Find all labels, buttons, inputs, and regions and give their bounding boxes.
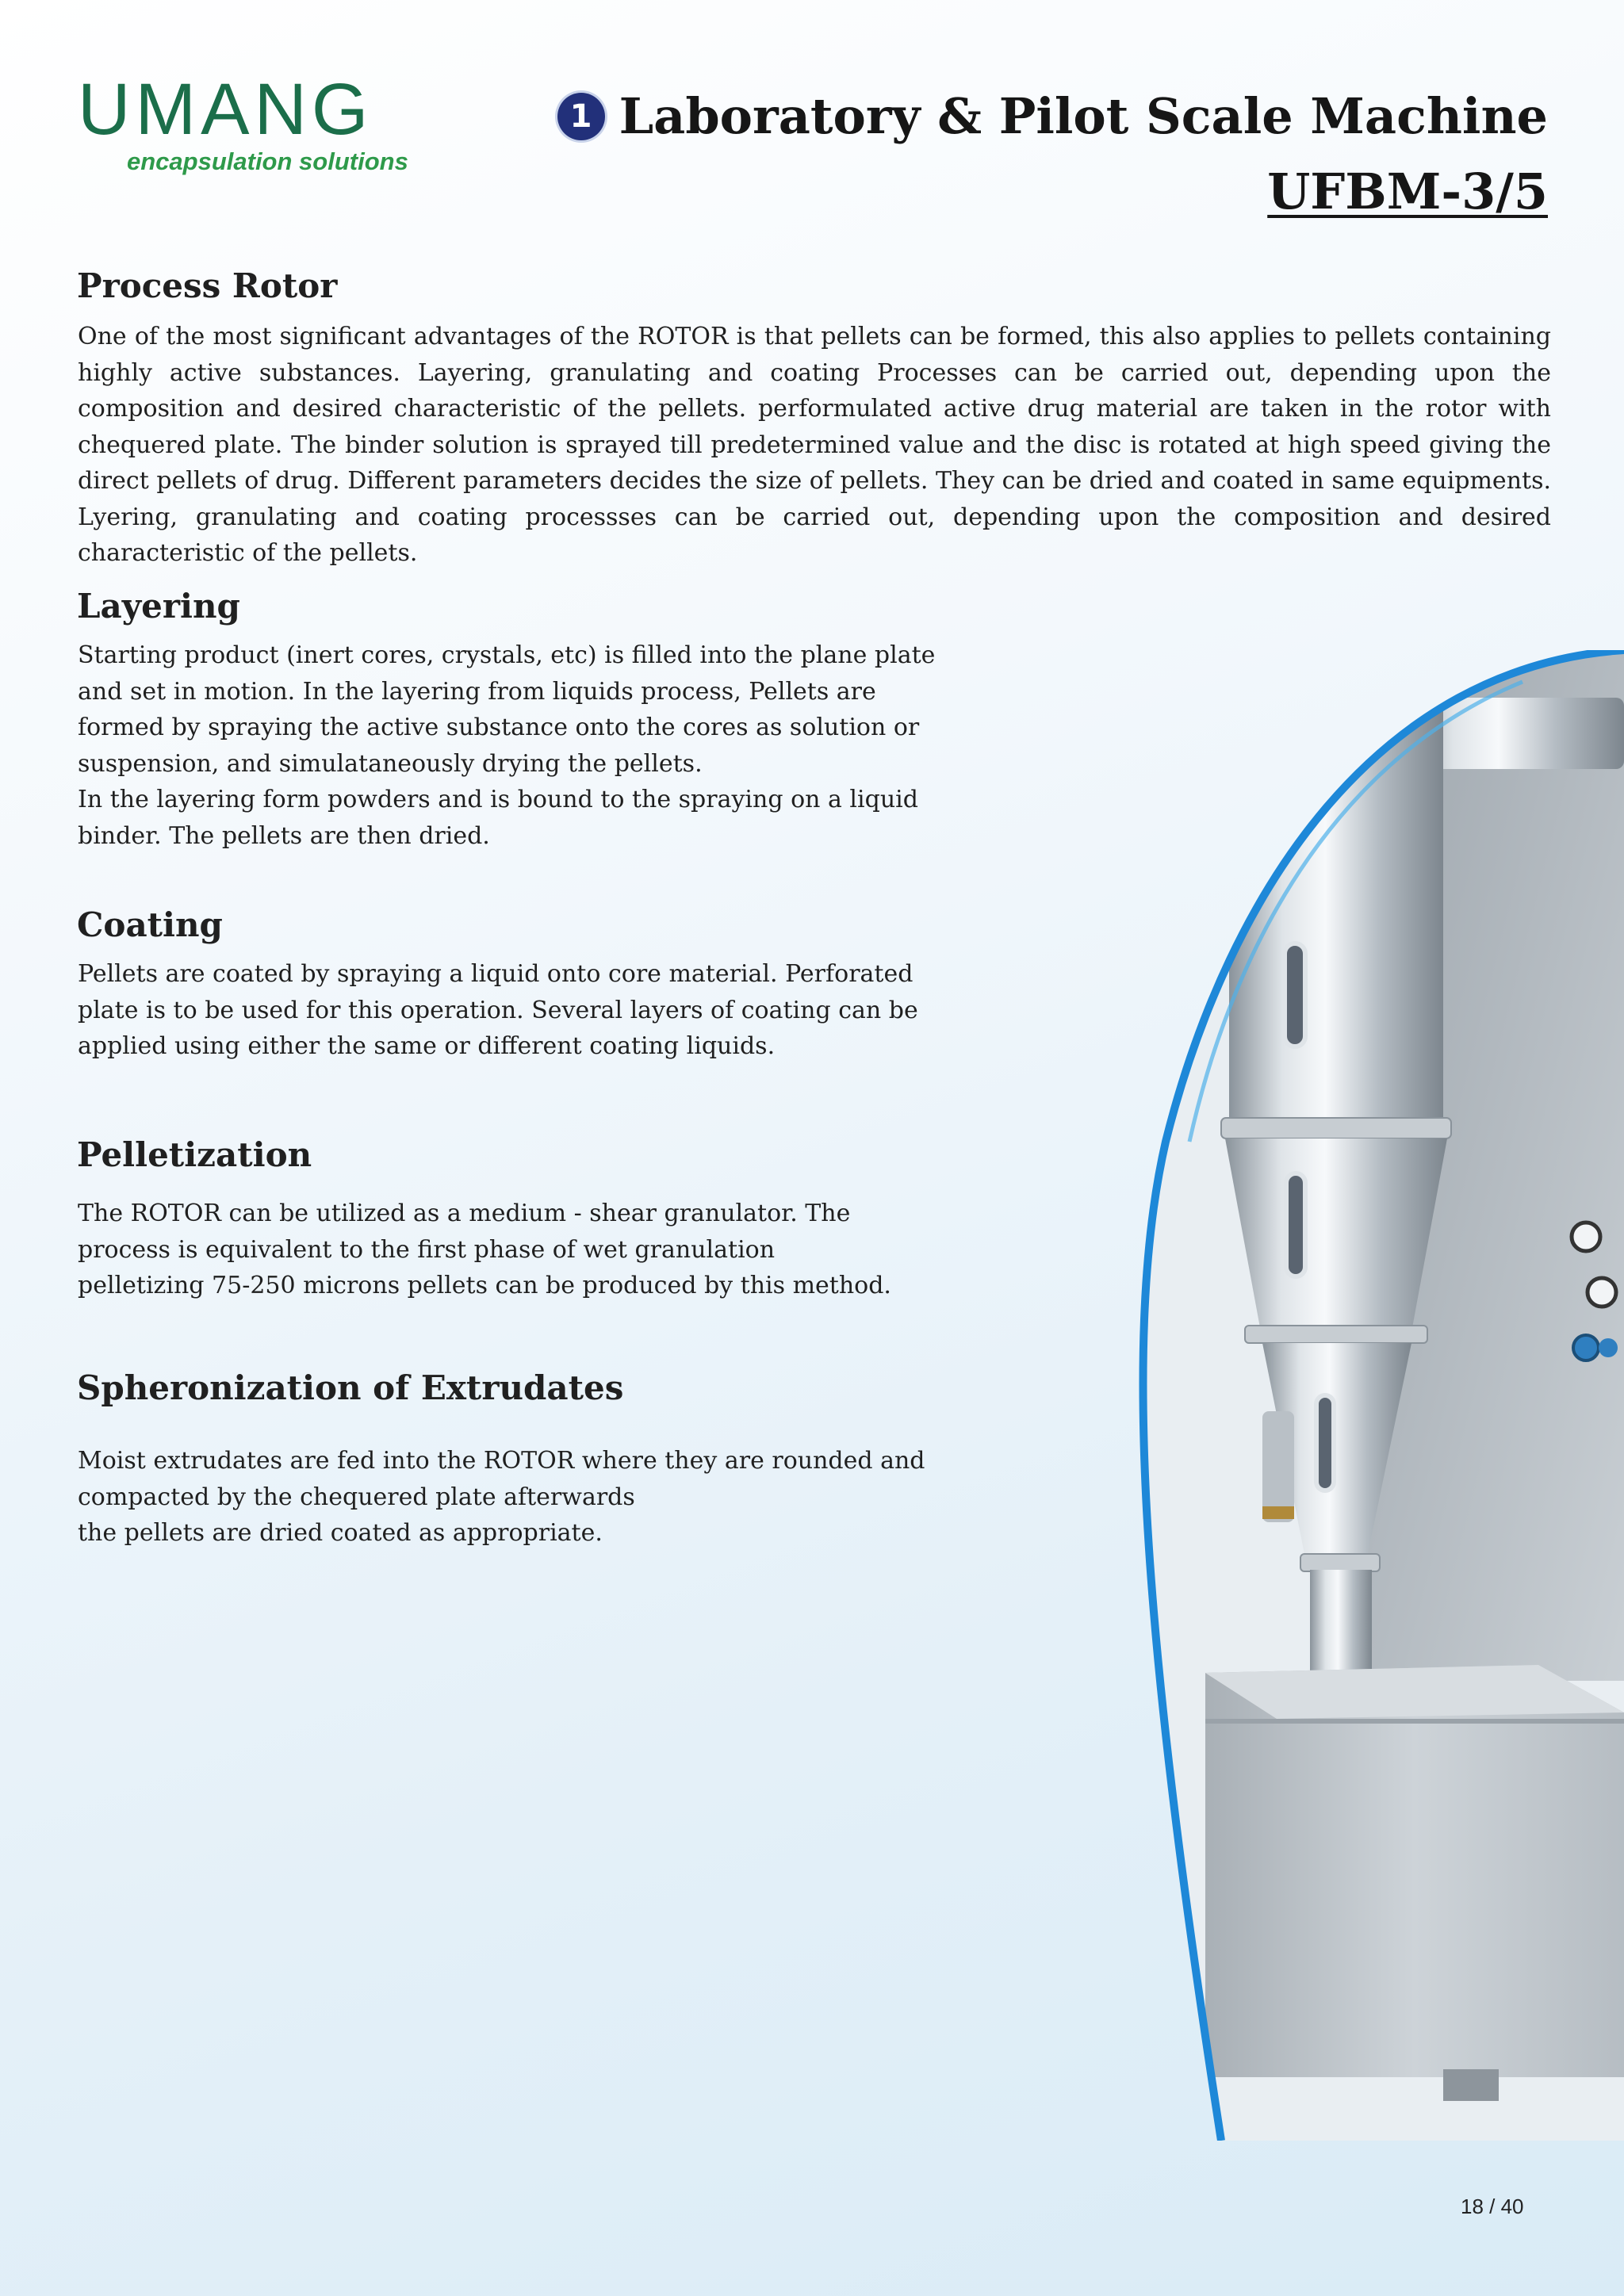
brand-logo [78,69,427,176]
text-line: process is equivalent to the first phase of wet granulation [78,1235,776,1264]
text-line: suspension, and simulataneously drying the pellets. [78,749,703,778]
heading-layering: Layering [77,587,240,626]
header-title-line [557,87,1548,145]
text-line: Pellets are coated by spraying a liquid onto core material. Perforated [78,960,914,988]
text-line: the pellets are dried coated as appropriate. [78,1519,603,1547]
page-header [557,87,1548,220]
heading-coating: Coating [77,905,223,944]
text-line: plate is to be used for this operation. Several layers of coating can be [78,996,918,1024]
section-number-badge: 1 [557,93,605,140]
model-name: UFBM-3/5 [1267,163,1548,220]
page-number: 18 / 40 [1461,2195,1524,2218]
text-line: The ROTOR can be utilized as a medium - shear granulator. The [78,1200,851,1227]
text-line: formed by spraying the active substance onto the cores as solution or [78,714,920,741]
text-line: In the layering form powders and is bound to the spraying on a liquid [78,786,918,813]
text-line: and set in motion. In the layering from liquids process, Pellets are [78,677,876,706]
heading-pelletization: Pelletization [77,1135,312,1174]
heading-spheronization: Spheronization of Extrudates [77,1368,624,1407]
text-line: Moist extrudates are fed into the ROTOR where they are rounded and [78,1447,925,1475]
logo-tagline: encapsulation solutions [127,147,408,175]
layering-text [78,637,1029,854]
coating-text [78,956,1029,1065]
text-line: binder. The pellets are then dried. [78,821,490,850]
machine-photo [967,650,1624,2141]
page-title: Laboratory & Pilot Scale Machine [619,87,1548,145]
text-line: Starting product (inert cores, crystals, etc) is filled into the plane plate [78,641,936,669]
text-line: pelletizing 75-250 microns pellets can be produced by this method. [78,1272,891,1299]
text-line: compacted by the chequered plate afterwards [78,1483,635,1511]
heading-process-rotor: Process Rotor [77,266,338,305]
text-line: applied using either the same or different coating liquids. [78,1032,776,1060]
spheronization-text [78,1443,1029,1552]
pelletization-text [78,1196,1029,1304]
logo-wordmark: UMANG [78,69,373,150]
process-rotor-text: One of the most significant advantages of the ROTOR is that pellets can be formed, this also applies to pellets containing highly active substances. Layering, granulating and coating Processes can be carried out, depending upon the composition and desired characteristic of the pellets. performulated active drug material are taken in the rotor with chequered plate. The binder solution is sprayed till predetermined value and the disc is rotated at high speed giving the direct pellets of drug. Different parameters decides the size of pellets. They can be dried and coated in same equipments. Lyering, granulating and coating processses can be carried out, depending upon the composition and desired characteristic of the pellets. [78,323,1551,567]
